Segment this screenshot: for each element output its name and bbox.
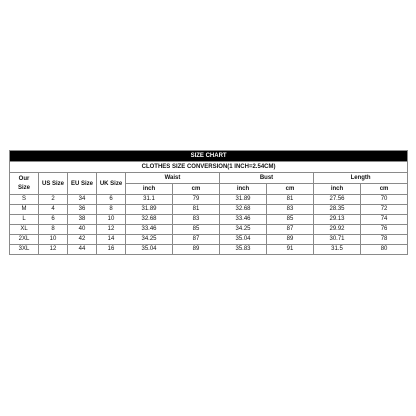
table-cell: 27.56 [314,195,361,205]
table-cell: 10 [39,235,68,245]
table-cell: 28.35 [314,205,361,215]
table-row [10,205,408,215]
table-cell: 83 [173,215,220,225]
conversion-note: CLOTHES SIZE CONVERSION(1 INCH=2.54CM) [10,162,408,173]
our-size-header [10,173,39,195]
table-cell: 91 [267,245,314,255]
table-cell: 76 [361,225,408,235]
size-rows [10,195,408,255]
table-cell: 29.13 [314,215,361,225]
table-cell: 31.89 [126,205,173,215]
table-cell: 33.46 [220,215,267,225]
length-inch-header: inch [314,184,361,195]
table-cell: 85 [267,215,314,225]
table-row [10,245,408,255]
our-size-header-line1: Our [18,175,30,182]
size-table [9,150,408,255]
bust-cm-header: cm [267,184,314,195]
table-cell: 8 [39,225,68,235]
table-cell: 6 [39,215,68,225]
table-cell: 34.25 [220,225,267,235]
us-size-header: US Size [39,173,68,195]
table-cell: 31.89 [220,195,267,205]
table-cell: 4 [39,205,68,215]
table-cell: 87 [173,235,220,245]
table-cell: 12 [97,225,126,235]
length-header: Length [314,173,408,184]
waist-header: Waist [126,173,220,184]
conversion-row [10,162,408,173]
table-cell: 2 [39,195,68,205]
our-size-header-line2: Size [17,184,30,191]
size-chart [9,150,407,255]
table-row [10,195,408,205]
uk-size-header: UK Size [97,173,126,195]
table-row [10,225,408,235]
table-cell: 79 [173,195,220,205]
table-cell: 34 [68,195,97,205]
table-cell: 33.46 [126,225,173,235]
table-cell: 42 [68,235,97,245]
table-cell: 32.68 [126,215,173,225]
length-cm-header: cm [361,184,408,195]
table-cell: 16 [97,245,126,255]
table-cell: 2XL [10,235,39,245]
table-cell: 30.71 [314,235,361,245]
waist-cm-header: cm [173,184,220,195]
table-cell: 78 [361,235,408,245]
table-cell: 81 [267,195,314,205]
table-cell: 14 [97,235,126,245]
table-cell: 70 [361,195,408,205]
table-cell: 74 [361,215,408,225]
table-cell: 3XL [10,245,39,255]
table-cell: 85 [173,225,220,235]
table-cell: 89 [173,245,220,255]
bust-inch-header: inch [220,184,267,195]
table-cell: 31.1 [126,195,173,205]
table-cell: 89 [267,235,314,245]
table-cell: 35.04 [126,245,173,255]
table-cell: 29.92 [314,225,361,235]
table-cell: 12 [39,245,68,255]
table-cell: 44 [68,245,97,255]
table-row [10,215,408,225]
table-cell: S [10,195,39,205]
table-cell: 87 [267,225,314,235]
table-cell: 35.83 [220,245,267,255]
waist-inch-header: inch [126,184,173,195]
table-cell: 6 [97,195,126,205]
table-cell: XL [10,225,39,235]
header-row [10,173,408,184]
table-cell: 35.04 [220,235,267,245]
bust-header: Bust [220,173,314,184]
table-cell: 80 [361,245,408,255]
table-cell: 31.5 [314,245,361,255]
table-cell: 83 [267,205,314,215]
eu-size-header: EU Size [68,173,97,195]
title-row [10,151,408,162]
table-cell: 40 [68,225,97,235]
table-cell: 34.25 [126,235,173,245]
table-cell: 8 [97,205,126,215]
table-cell: M [10,205,39,215]
table-cell: 72 [361,205,408,215]
table-cell: 38 [68,215,97,225]
table-row [10,235,408,245]
table-cell: 10 [97,215,126,225]
table-cell: L [10,215,39,225]
size-chart-title: SIZE CHART [10,151,408,162]
table-cell: 81 [173,205,220,215]
table-cell: 36 [68,205,97,215]
table-cell: 32.68 [220,205,267,215]
